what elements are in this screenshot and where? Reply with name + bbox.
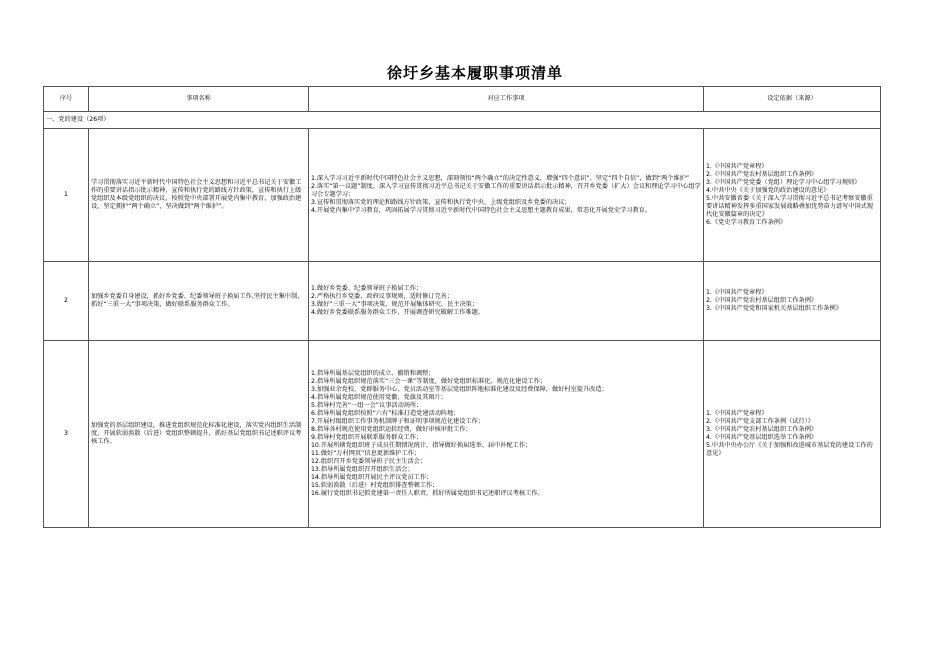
row-basis: 1.《中国共产党章程》 2.《中国共产党农村基层组织工作条例》 3.《中国共产党党和国家机关基层组织工作条例》	[704, 262, 881, 341]
row-basis: 1.《中国共产党章程》 2.《中国共产党支部工作条例（试行）》 3.《中国共产党农村基层组织工作条例》 4.《中国共产党基层组织选举工作条例》 5.中共中央办公厅《关于加强和改进城市基层党的建设工作的意见》	[704, 341, 881, 528]
table-row	[44, 129, 881, 262]
row-tasks: 1.深入学习习近平新时代中国特色社会主义思想，深刻领悟“两个确立”的决定性意义，增强“四个意识”、坚定“四个自信”，做到“两个维护” 2.落实“第一议题”制度，深入学习宣传贯彻习近平总书记关于安徽工作的重要讲话指示批示精神，召开乡党委（扩大）会议和理论学习中心组学习会专题学习； 3.宣传和贯彻落实党的理论和路线方针政策，宣传和执行党中央、上级党组织及乡党委的决议； 4.开展党内集中学习教育，巩固拓展学习贯彻习近平新时代中国特色社会主义思想主题教育成果，常态化开展党史学习教育。	[309, 129, 704, 262]
table-row	[44, 262, 881, 341]
header-tasks: 对应工作事项	[309, 87, 704, 112]
header-seq: 序号	[44, 87, 89, 112]
row-seq: 3	[44, 341, 89, 528]
table-header-row	[44, 87, 881, 112]
duty-table	[43, 86, 881, 528]
row-item-name: 学习贯彻落实习近平新时代中国特色社会主义思想和习近平总书记关于安徽工作的重要讲话指示批示精神，宣传和执行党的路线方针政策，宣传和执行上级党组织及本级党组织的决议，按照党中央部署开展党内集中教育，加强政治建设，坚定拥护“两个确立”，坚决做到“两个维护”。	[89, 129, 309, 262]
header-item-name: 事项名称	[89, 87, 309, 112]
row-tasks: 1.指导所属基层党组织的成立、撤销和调整； 2.指导所属党组织规范落实“三会一课”等制度，做好党组织标准化、规范化建设工作； 3.加强业余党校、党群服务中心、党员活动室等基层党组织阵地标准化建设及经费保障，做好村室提升改造； 4.指导所属党组织规范使用党徽、党旗及其图片； 5.指导村完善“一组一会”议事活动场所； 6.指导所属党组织按照“六有”标准打造党建活动阵地； 7.开展村级组织工作事务机制牌子和证明事项规范化建设工作； 8.指导各村规范使用党组织运转经费，做好审核审批工作； 9.指导村党组织开展联系服务群众工作； 10.开展所辖党组织班子成员任期情况统计，指导做好换届选举、届中补配工作； 11.做好“万村网页”信息更新维护工作； 12.组织召开乡党委领导班子民主生活会； 13.指导所属党组织召开组织生活会； 14.指导所属党组织开展民主评议党员工作； 15.软弱涣散（后进）村党组织排查整顿工作； 16.履行党组织书记抓党建第一责任人职责，抓好所属党组织书记述职评议考核工作。	[309, 341, 704, 528]
page-title: 徐圩乡基本履职事项清单	[386, 64, 563, 82]
header-basis: 设定依据（来源）	[704, 87, 881, 112]
row-item-name: 加强党的基层组织建设，推进党组织规范化标准化建设，落实党内组织生活制度，开展软弱涣散（后进）党组织整顿提升，抓好基层党组织书记述职评议考核工作。	[89, 341, 309, 528]
row-tasks: 1.做好乡党委、纪委领导班子换届工作； 2.严格执行乡党委、政府议事规则，适时修订完善； 3.做好“三重一大”事项决策，规范开展集体研究、民主决策； 4.做好乡党委联系服务群众工作，开展调查研究破解工作难题。	[309, 262, 704, 341]
row-seq: 1	[44, 129, 89, 262]
row-seq: 2	[44, 262, 89, 341]
table-row	[44, 341, 881, 528]
section-row	[44, 112, 881, 129]
section-title: 一、党的建设（26项）	[44, 112, 881, 129]
row-item-name: 加强乡党委自身建设，抓好乡党委、纪委领导班子换届工作,坚持民主集中制，抓好“三重一大”事项决策，做好联系服务群众工作。	[89, 262, 309, 341]
row-basis: 1.《中国共产党章程》 2.《中国共产党农村基层组织工作条例》 3.《中国共产党党委（党组）理论学习中心组学习规则》 4.中共中央《关于加强党的政治建设的意见》 5.中共安徽省委《关于深入学习贯彻习近平总书记考察安徽重要讲话精神发挥多重国家发展战略叠加优势奋力谱写中国式现代化安徽篇章的决定》 6.《党史学习教育工作条例》	[704, 129, 881, 262]
